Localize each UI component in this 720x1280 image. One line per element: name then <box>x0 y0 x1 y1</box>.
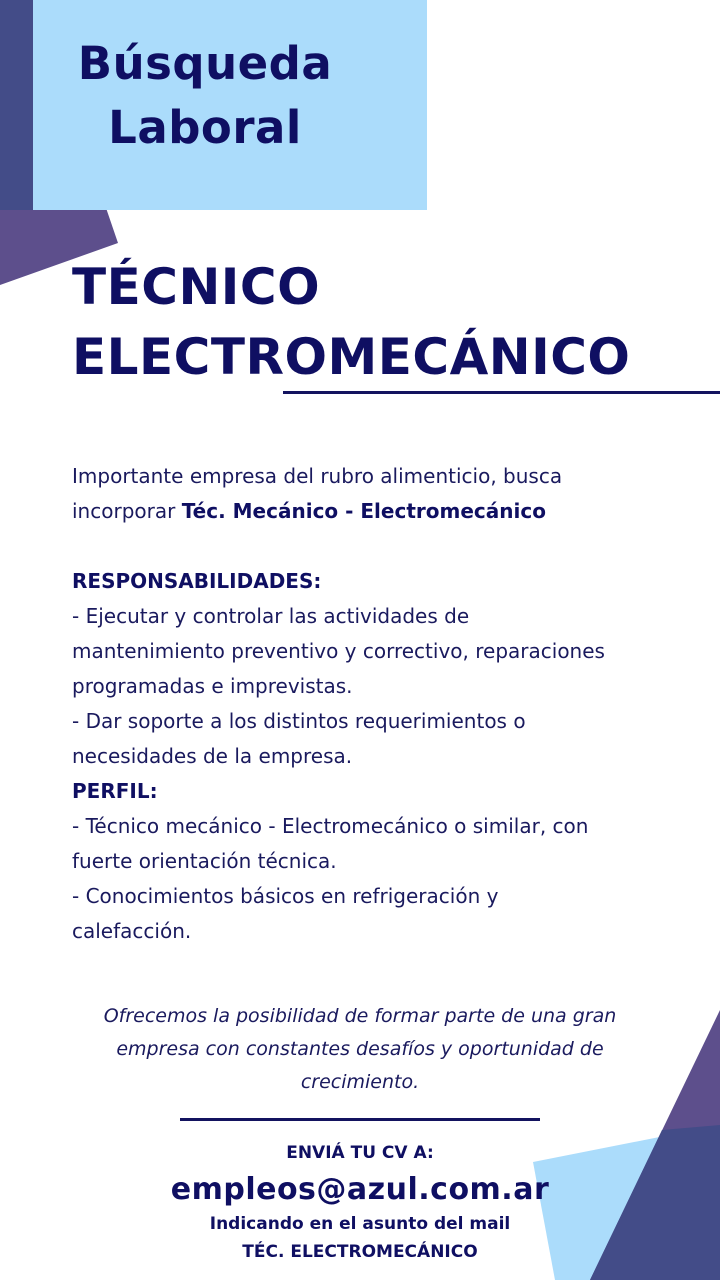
job-title <box>72 252 630 392</box>
responsibility-line: - Dar soporte a los distintos requerimientos o <box>72 709 526 733</box>
subject-text: TÉC. ELECTROMECÁNICO <box>242 1242 478 1262</box>
offer-line-2: empresa con constantes desafíos y oportunidad de <box>116 1038 604 1060</box>
headline-divider <box>283 391 720 394</box>
contact-email[interactable]: empleos@azul.com.ar <box>170 1172 550 1207</box>
profile-line: - Técnico mecánico - Electromecánico o similar, con <box>72 814 589 838</box>
title-line-2: Laboral <box>108 101 302 154</box>
intro-line-2 <box>72 494 652 529</box>
responsibility-line: - Ejecutar y controlar las actividades de <box>72 604 470 628</box>
responsibility-line: necesidades de la empresa. <box>72 744 353 768</box>
subject-hint: Indicando en el asunto del mail <box>209 1214 511 1234</box>
title-line-1: Búsqueda <box>77 37 333 90</box>
page-title <box>40 32 370 160</box>
responsibility-line: mantenimiento preventivo y correctivo, reparaciones <box>72 639 605 663</box>
profile-line: calefacción. <box>72 919 192 943</box>
profile-heading: PERFIL: <box>72 779 158 803</box>
job-title-line-1: TÉCNICO <box>72 258 321 316</box>
job-description <box>72 459 652 949</box>
profile-line: fuerte orientación técnica. <box>72 849 337 873</box>
intro-line-1: Importante empresa del rubro alimenticio, busca <box>72 464 563 488</box>
intro-bold-position: Téc. Mecánico - Electromecánico <box>181 499 546 523</box>
intro-prefix: incorporar <box>72 499 182 523</box>
offer-line-3: crecimiento. <box>300 1071 420 1093</box>
responsibilities-heading: RESPONSABILIDADES: <box>72 569 322 593</box>
job-title-line-2: ELECTROMECÁNICO <box>72 328 631 386</box>
send-cv-label: ENVIÁ TU CV A: <box>286 1143 434 1163</box>
profile-line: - Conocimientos básicos en refrigeración y <box>72 884 499 908</box>
offer-text <box>80 1000 640 1099</box>
offer-line-1: Ofrecemos la posibilidad de formar parte de una gran <box>103 1005 617 1027</box>
responsibility-line: programadas e imprevistas. <box>72 674 353 698</box>
offer-divider <box>180 1118 540 1121</box>
